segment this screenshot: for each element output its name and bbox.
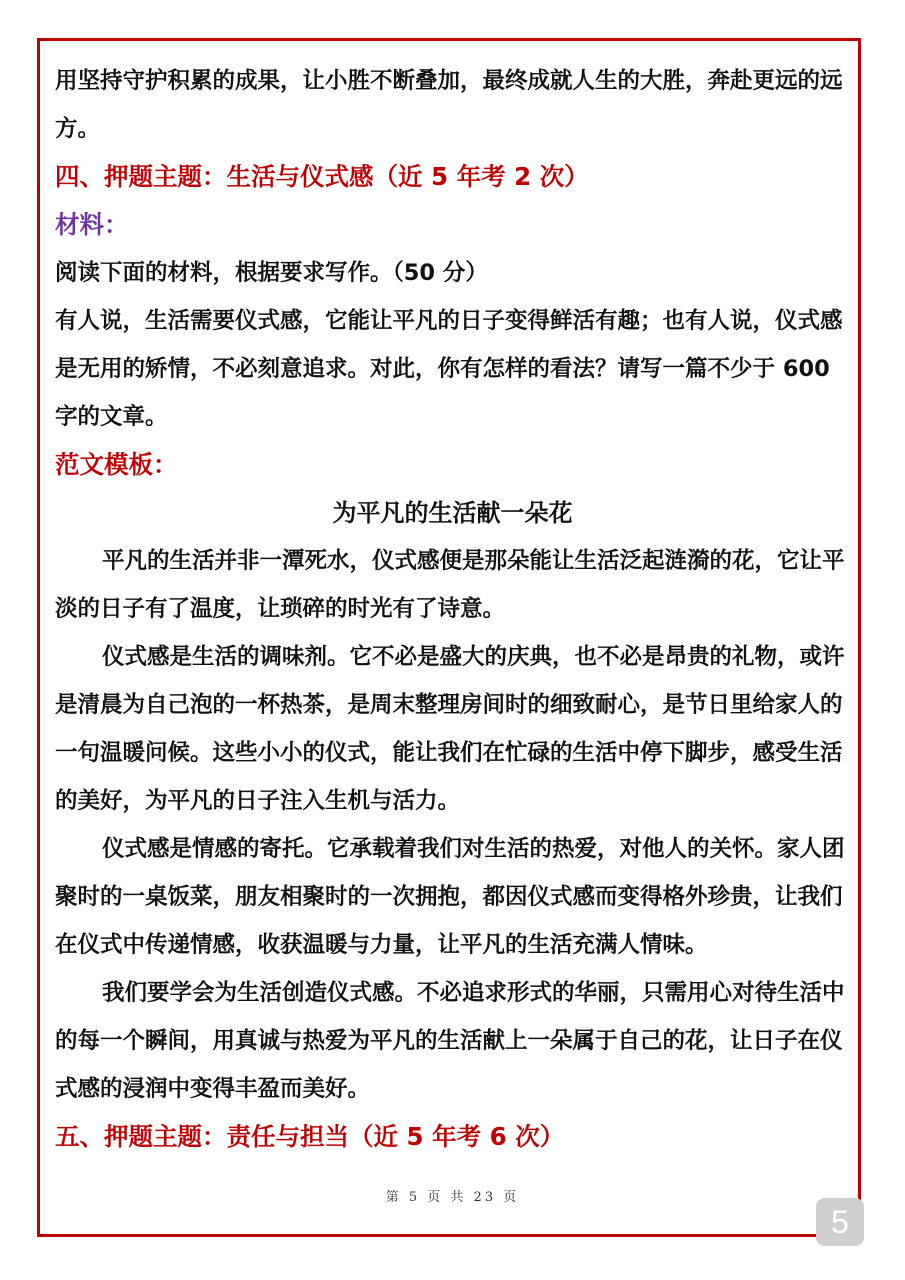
sample-essay-label: 范文模板： <box>55 450 178 479</box>
section-heading-4: 四、押题主题：生活与仪式感（近 5 年考 2 次） <box>55 162 589 191</box>
page-footer: 第 5 页 共 23 页 <box>385 1190 520 1205</box>
paragraph-continuation: 用坚持守护积累的成果，让小胜不断叠加，最终成就人生的大胜，奔赴更远的远方。 <box>55 68 843 142</box>
essay-paragraph-1: 平凡的生活并非一潭死水，仪式感便是那朵能让生活泛起涟漪的花，它让平淡的日子有了温度，让琐碎的时光有了诗意。 <box>55 548 845 622</box>
section-heading-5: 五、押题主题：责任与担当（近 5 年考 6 次） <box>55 1122 565 1151</box>
prompt-instruction: 阅读下面的材料，根据要求写作。（50 分） <box>55 260 488 286</box>
document-body <box>55 57 850 1161</box>
essay-paragraph-3: 仪式感是情感的寄托。它承载着我们对生活的热爱，对他人的关怀。家人团聚时的一桌饭菜，朋友相聚时的一次拥抱，都因仪式感而变得格外珍贵，让我们在仪式中传递情感，收获温暖与力量，让平凡的生活充满人情味。 <box>55 836 845 958</box>
page-number-badge: 5 <box>816 1198 864 1246</box>
material-label: 材料： <box>55 210 129 239</box>
prompt-material: 有人说，生活需要仪式感，它能让平凡的日子变得鲜活有趣；也有人说，仪式感是无用的矫情，不必刻意追求。对此，你有怎样的看法？请写一篇不少于 600 字的文章。 <box>55 308 843 430</box>
essay-paragraph-4: 我们要学会为生活创造仪式感。不必追求形式的华丽，只需用心对待生活中的每一个瞬间，用真诚与热爱为平凡的生活献上一朵属于自己的花，让日子在仪式感的浸润中变得丰盈而美好。 <box>55 980 845 1102</box>
essay-title: 为平凡的生活献一朵花 <box>332 499 573 527</box>
essay-paragraph-2: 仪式感是生活的调味剂。它不必是盛大的庆典，也不必是昂贵的礼物，或许是清晨为自己泡的一杯热茶，是周末整理房间时的细致耐心，是节日里给家人的一句温暖问候。这些小小的仪式，能让我们在忙碌的生活中停下脚步，感受生活的美好，为平凡的日子注入生机与活力。 <box>55 644 845 814</box>
